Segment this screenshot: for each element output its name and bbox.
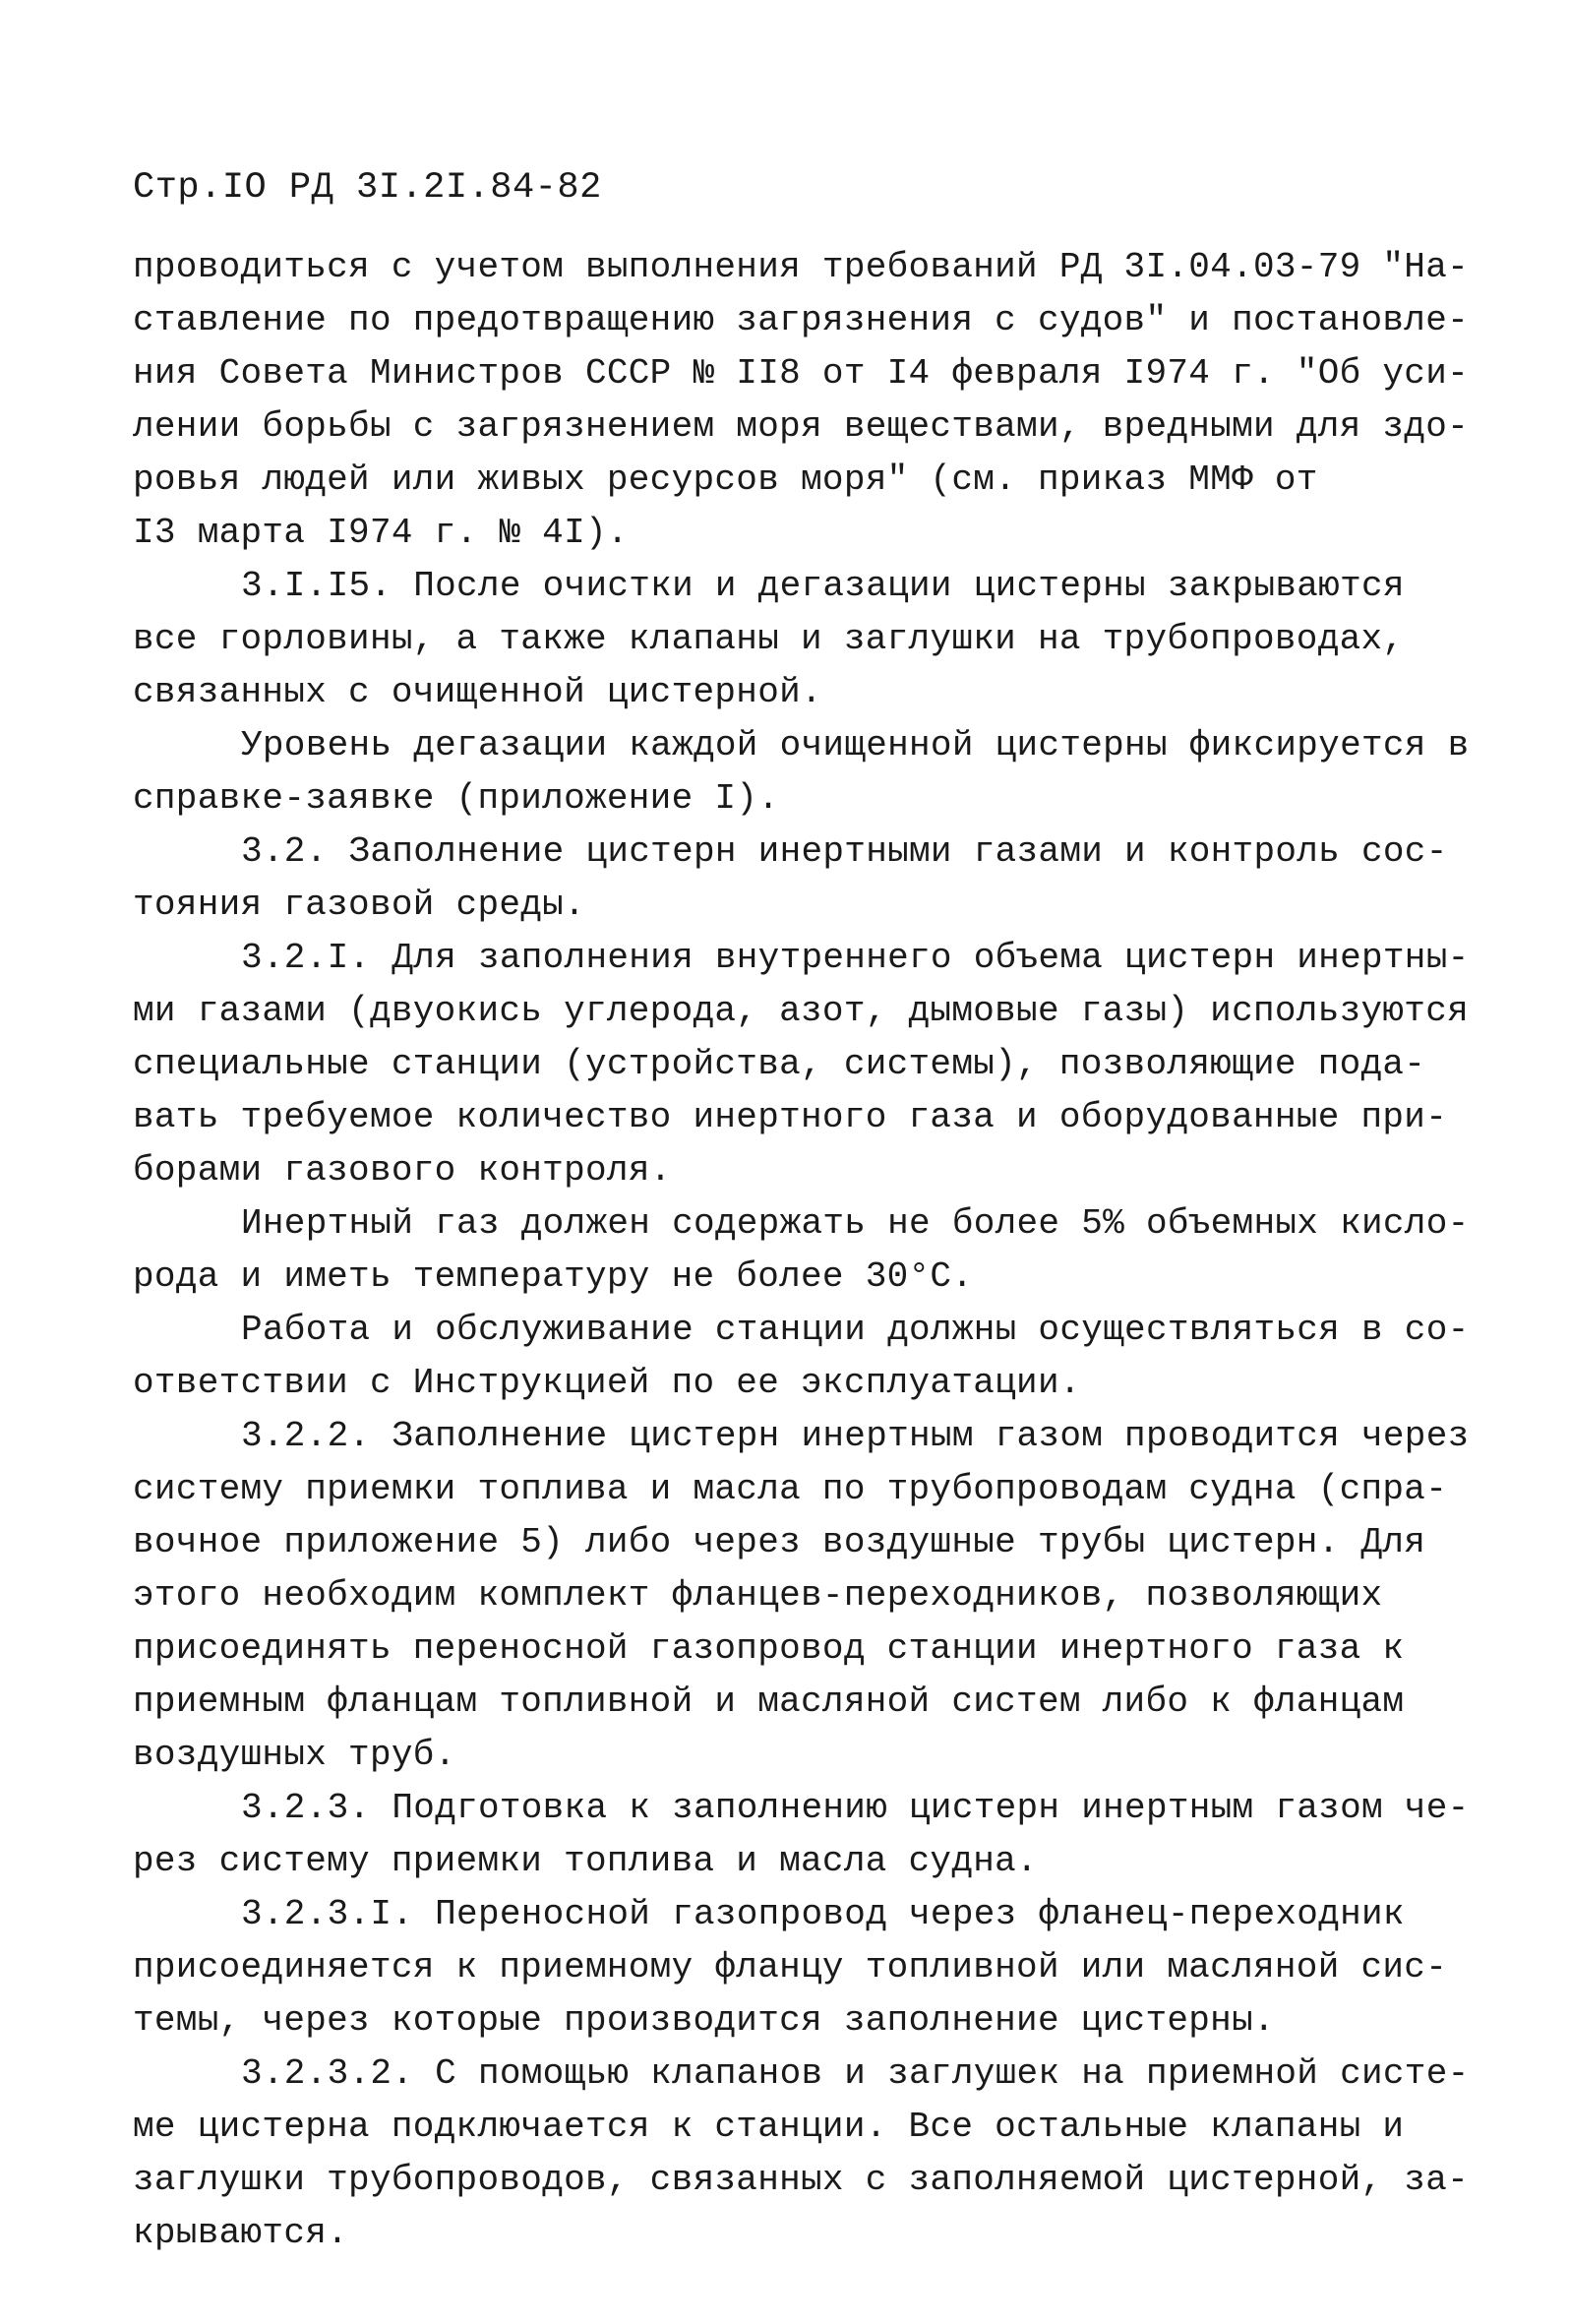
text-line: присоединяется к приемному фланцу топливной или масляной сис- (133, 1947, 1448, 1988)
text-line: Уровень дегазации каждой очищенной цистерны фиксируется в (241, 725, 1470, 765)
text-line: ния Совета Министров СССР № II8 от I4 февраля I974 г. "Об уси- (133, 353, 1470, 394)
text-line: ровья людей или живых ресурсов моря" (см. приказ ММФ от (133, 459, 1318, 500)
text-line: специальные станции (устройства, системы), позволяющие пода- (133, 1044, 1426, 1084)
text-line: лении борьбы с загрязнением моря веществами, вредными для здо- (133, 406, 1470, 447)
text-line: 3.2. Заполнение цистерн инертными газами и контроль сос- (241, 831, 1448, 872)
text-line: присоединять переносной газопровод станции инертного газа к (133, 1628, 1405, 1669)
text-line: ми газами (двуокись углерода, азот, дымовые газы) используются (133, 991, 1470, 1031)
text-line: 3.2.3.I. Переносной газопровод через фланец-переходник (241, 1894, 1405, 1934)
text-line: I3 марта I974 г. № 4I). (133, 513, 629, 553)
text-line: 3.2.I. Для заполнения внутреннего объема цистерн инертны- (241, 938, 1470, 978)
text-line: этого необходим комплект фланцев-переходников, позволяющих (133, 1575, 1383, 1616)
text-line: справке-заявке (приложение I). (133, 778, 780, 819)
document-body (133, 241, 1470, 2260)
text-line: Инертный газ должен содержать не более 5% объемных кисло- (241, 1203, 1470, 1244)
text-line: вать требуемое количество инертного газа и оборудованные при- (133, 1097, 1448, 1137)
text-line: 3.I.I5. После очистки и дегазации цистерны закрываются (241, 566, 1405, 606)
text-line: воздушных труб. (133, 1735, 456, 1775)
text-line: все горловины, а также клапаны и заглушки на трубопроводах, (133, 619, 1405, 659)
text-line: рез систему приемки топлива и масла судна. (133, 1841, 1038, 1881)
text-line: тояния газовой среды. (133, 885, 585, 925)
text-line: 3.2.3.2. С помощью клапанов и заглушек на приемной систе- (241, 2053, 1470, 2094)
text-line: 3.2.3. Подготовка к заполнению цистерн инертным газом че- (241, 1788, 1470, 1828)
text-line: систему приемки топлива и масла по трубопроводам судна (спра- (133, 1469, 1448, 1509)
text-line: борами газового контроля. (133, 1150, 672, 1191)
page-header: Стр.IO РД 3I.2I.84-82 (133, 167, 602, 209)
text-line: ответствии с Инструкцией по ее эксплуатации. (133, 1363, 1081, 1403)
text-line: темы, через которые производится заполнение цистерны. (133, 2000, 1275, 2041)
text-line: рода и иметь температуру не более 30°С. (133, 1256, 974, 1297)
text-line: ме цистерна подключается к станции. Все остальные клапаны и (133, 2107, 1405, 2147)
text-line: ставление по предотвращению загрязнения с судов" и постановле- (133, 300, 1470, 340)
text-line: 3.2.2. Заполнение цистерн инертным газом проводится через (241, 1416, 1470, 1456)
text-line: вочное приложение 5) либо через воздушные трубы цистерн. Для (133, 1522, 1426, 1562)
text-line: приемным фланцам топливной и масляной систем либо к фланцам (133, 1682, 1405, 1722)
text-line: связанных с очищенной цистерной. (133, 672, 822, 712)
text-line: проводиться с учетом выполнения требований РД 3I.04.03-79 "На- (133, 247, 1470, 287)
text-line: заглушки трубопроводов, связанных с заполняемой цистерной, за- (133, 2160, 1470, 2200)
text-line: крываются. (133, 2213, 349, 2253)
text-line: Работа и обслуживание станции должны осуществляться в со- (241, 1310, 1470, 1350)
